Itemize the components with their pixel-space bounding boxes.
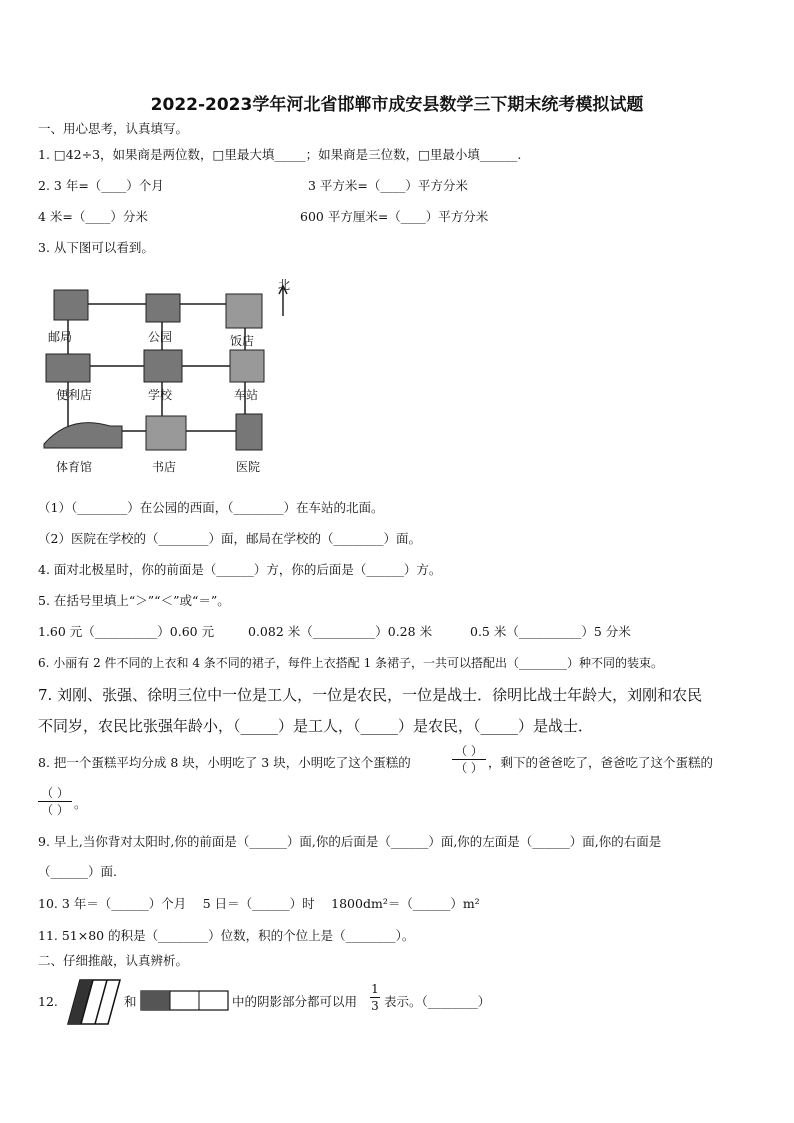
question-10: 10. 3 年＝（______）个月 5 日＝（______）时 1800dm²＝（______）m² <box>38 896 480 911</box>
place-park: 公园 <box>148 330 173 344</box>
question-8-part-1: 8. 把一个蛋糕平均分成 8 块，小明吃了 3 块，小明吃了这个蛋糕的 <box>38 755 411 770</box>
north-label: 北 <box>278 278 291 292</box>
post-office-building <box>54 290 88 320</box>
question-9-line-2: （______）面. <box>38 864 117 879</box>
bookstore-building <box>146 416 186 450</box>
store-building <box>46 354 90 382</box>
question-5a: 1.60 元（__________）0.60 元 <box>38 624 215 639</box>
question-12-text: 中的阴影部分都可以用 <box>232 994 358 1009</box>
place-school: 学校 <box>148 388 173 402</box>
question-12-number: 12. <box>38 994 58 1009</box>
question-2d: 600 平方厘米=（____）平方分米 <box>300 209 489 224</box>
park-building <box>146 294 180 322</box>
question-2c: 4 米=（____）分米 <box>38 209 148 224</box>
question-2b: 3 平方米=（____）平方分米 <box>308 178 468 193</box>
question-7-line-1: 7. 刘刚、张强、徐明三位中一位是工人，一位是农民，一位是战士．徐明比战士年龄大，刘刚和农民 <box>38 686 703 704</box>
fraction-blank-2: （ ） （ ） <box>38 786 72 817</box>
question-5c: 0.5 米（__________）5 分米 <box>470 624 631 639</box>
question-2a: 2. 3 年=（____）个月 <box>38 178 164 193</box>
question-6: 6. 小丽有 2 件不同的上衣和 4 条不同的裙子，每件上衣搭配 1 条裙子，一共可以搭配出（________）种不同的装束。 <box>38 656 664 670</box>
question-9-line-1: 9. 早上,当你背对太阳时,你的前面是（______）面,你的后面是（______）面,你的左面是（______）面,你的右面是 <box>38 834 662 849</box>
restaurant-building <box>226 294 262 328</box>
section-1-heading: 一、用心思考，认真填写。 <box>38 121 189 136</box>
shaded-rectangle-figure <box>140 990 230 1012</box>
page-title: 2022-2023学年河北省邯郸市成安县数学三下期末统考模拟试题 <box>150 95 644 115</box>
question-5: 5. 在括号里填上“＞”“＜”或“＝”。 <box>38 593 230 608</box>
shaded-parallelogram-figure <box>66 978 122 1026</box>
question-3: 3. 从下图可以看到。 <box>38 240 154 255</box>
station-building <box>230 350 264 382</box>
hospital-building <box>236 414 262 450</box>
place-hospital: 医院 <box>236 460 261 474</box>
place-bookstore: 书店 <box>152 460 177 474</box>
place-post-office: 邮局 <box>48 330 73 344</box>
school-building <box>144 350 182 382</box>
section-2-heading: 二、仔细推敲，认真辨析。 <box>38 953 189 968</box>
question-3-1: （1）（________）在公园的西面，（________）在车站的北面。 <box>38 500 384 515</box>
fraction-blank-1: （ ） （ ） <box>452 744 486 775</box>
question-7-line-2: 不同岁，农民比张强年龄小，（_____）是工人，（_____）是农民，（_____）是战士． <box>38 717 594 735</box>
question-3-2: （2）医院在学校的（________）面，邮局在学校的（________）面。 <box>38 531 421 546</box>
question-12-and: 和 <box>124 994 137 1009</box>
question-8-end: 。 <box>74 796 87 811</box>
question-12-end: 表示。（________） <box>384 994 491 1009</box>
place-store: 便利店 <box>56 388 93 402</box>
question-4: 4. 面对北极星时，你的前面是（______）方，你的后面是（______）方。 <box>38 562 442 577</box>
question-1: 1. □42÷3，如果商是两位数，□里最大填_____；如果商是三位数，□里最小填______. <box>38 147 522 162</box>
question-8-part-2: ，剩下的爸爸吃了，爸爸吃了这个蛋糕的 <box>488 755 714 770</box>
direction-map-figure <box>40 276 290 481</box>
question-5b: 0.082 米（__________）0.28 米 <box>248 624 433 639</box>
question-11: 11. 51×80 的积是（________）位数，积的个位上是（________）。 <box>38 928 415 943</box>
place-restaurant: 饭店 <box>230 334 255 348</box>
place-gym: 体育馆 <box>56 460 93 474</box>
place-station: 车站 <box>234 388 259 402</box>
fraction-one-third: 1 3 <box>371 982 379 1013</box>
gym-building <box>44 423 122 448</box>
map-roads <box>40 276 290 481</box>
